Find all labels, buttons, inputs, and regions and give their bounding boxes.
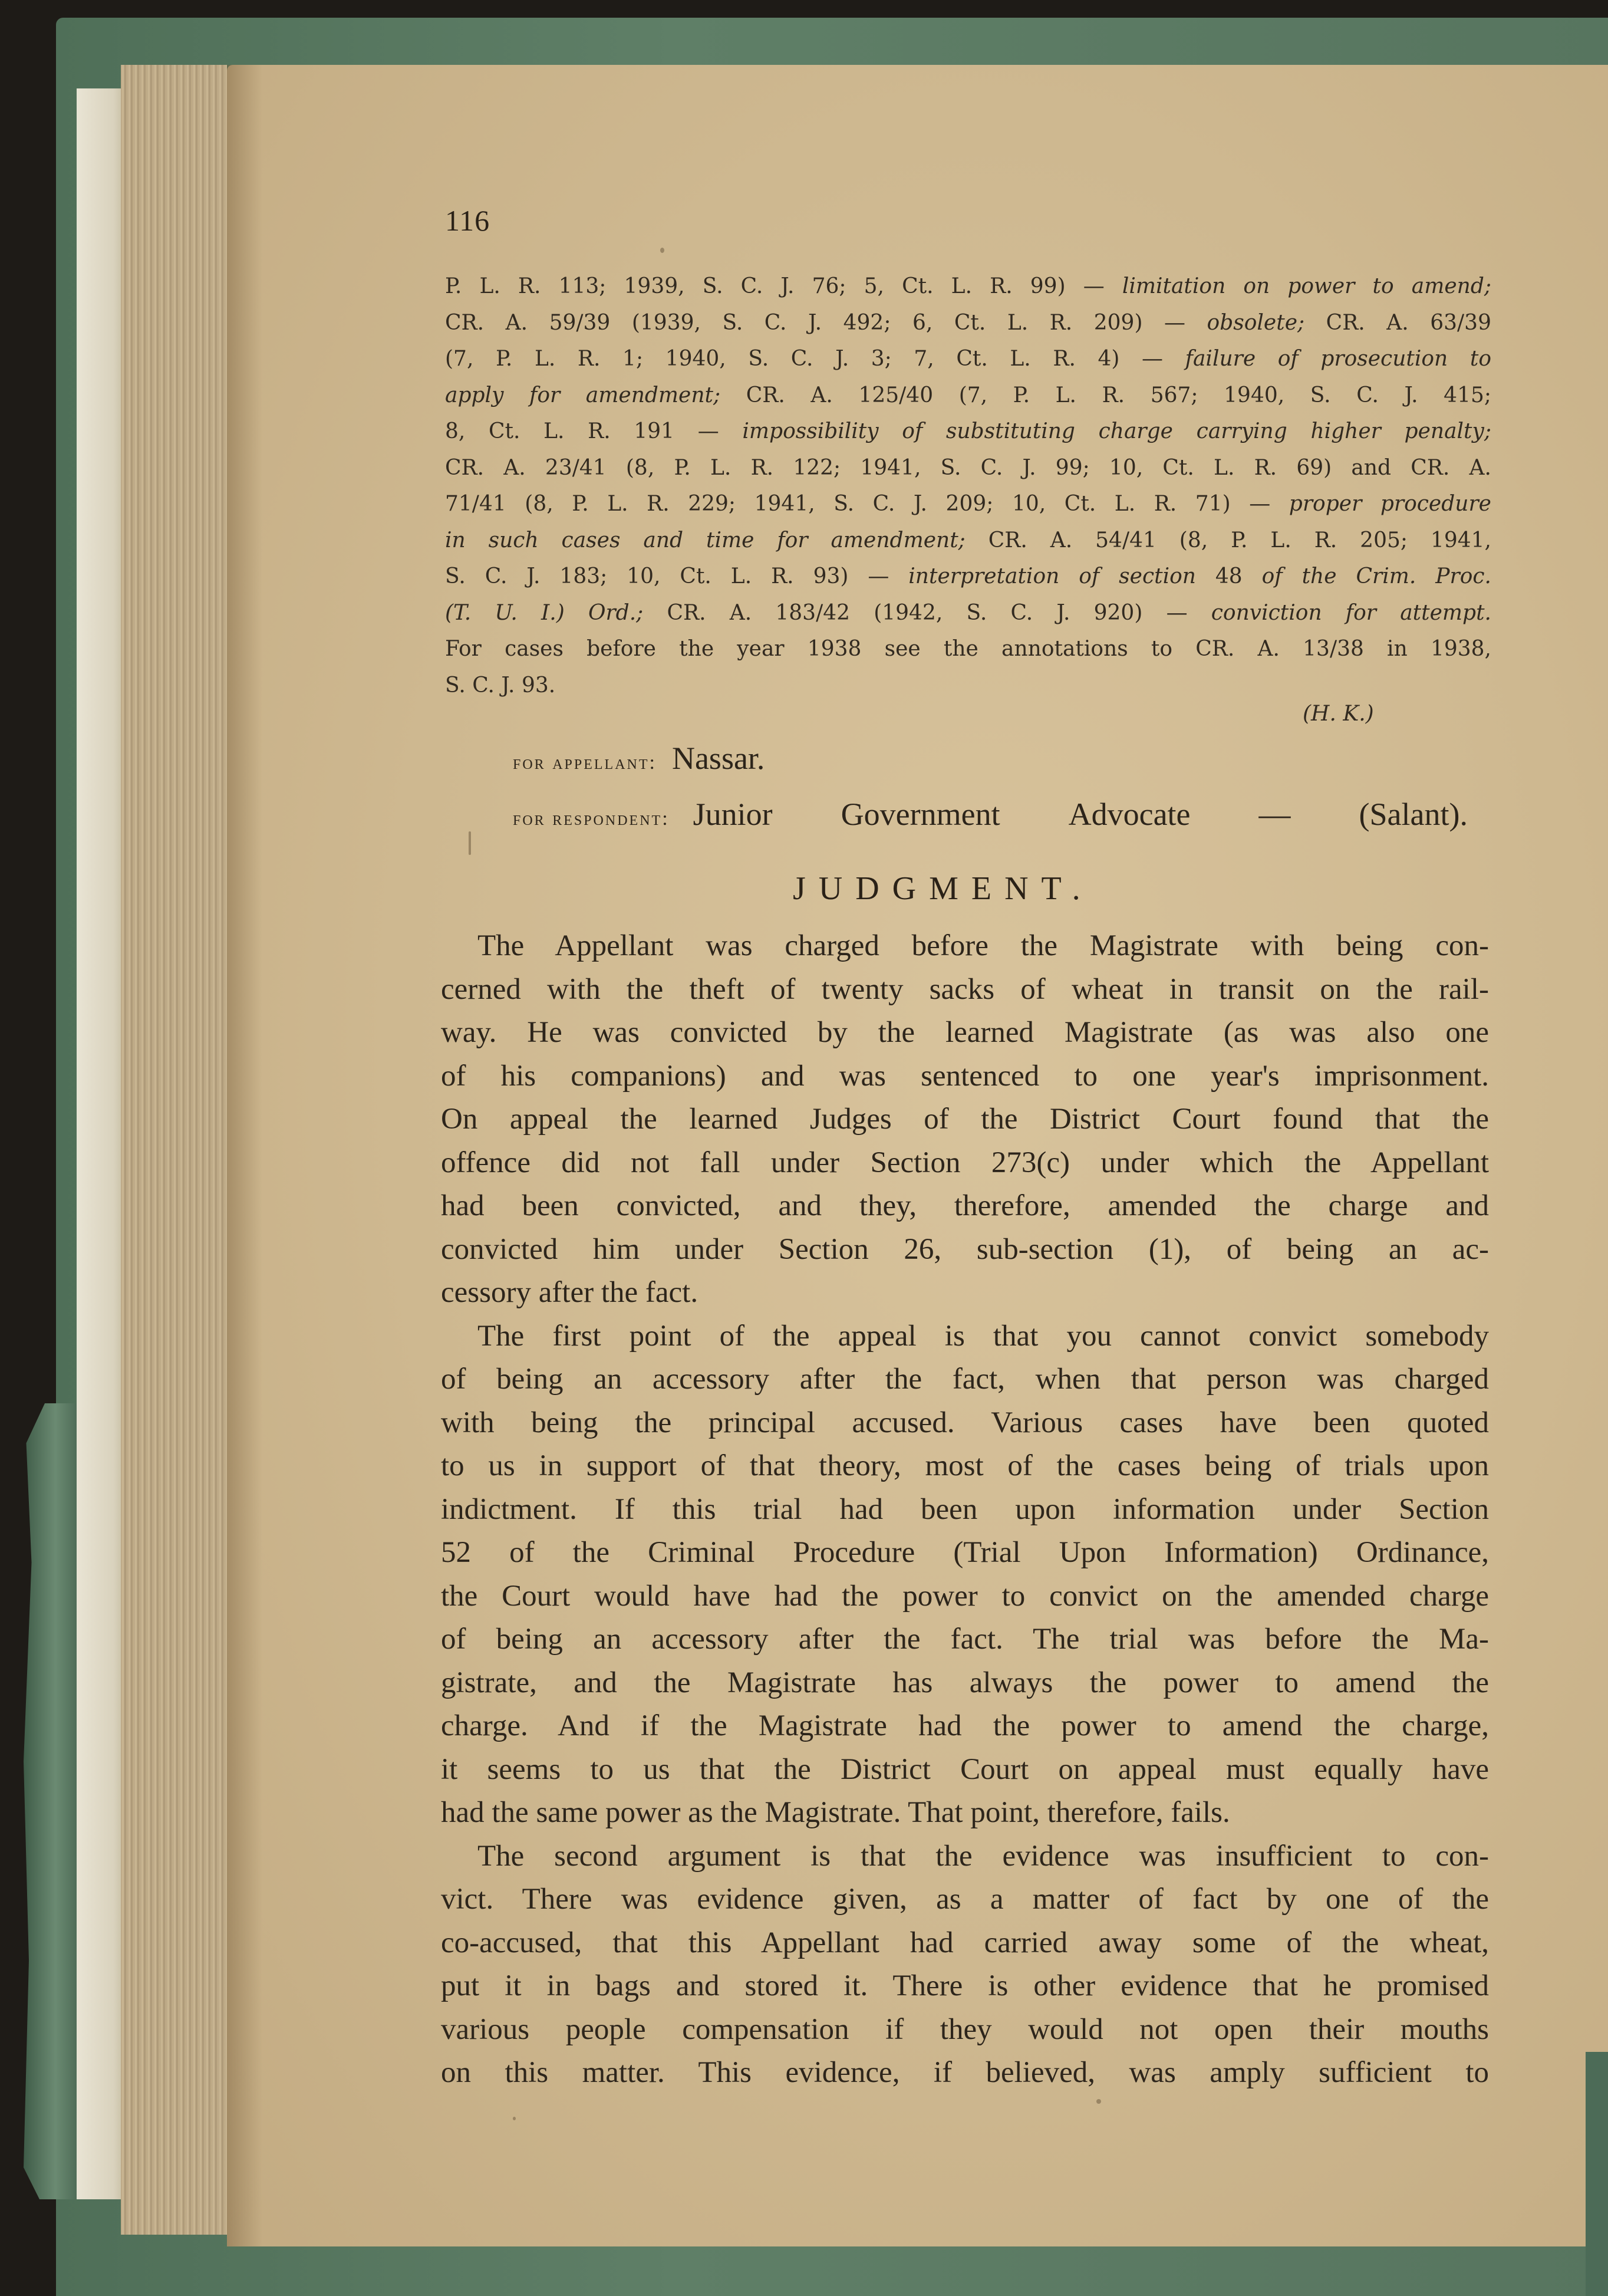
counsel-respondent bbox=[513, 796, 1468, 833]
body-line: charge. And if the Magistrate had the power to amend the charge, bbox=[441, 1709, 1489, 1742]
respondent-word: (Salant). bbox=[1359, 797, 1468, 832]
body-line: co-accused, that this Appellant had carried away some of the wheat, bbox=[441, 1926, 1489, 1959]
body-line: way. He was convicted by the learned Magistrate (as was also one bbox=[441, 1016, 1489, 1049]
respondent-word: Junior bbox=[693, 797, 773, 832]
body-line: vict. There was evidence given, as a matter of fact by one of the bbox=[441, 1883, 1489, 1916]
respondent-word: Advocate bbox=[1068, 797, 1191, 832]
respondent-counsel bbox=[693, 796, 1468, 833]
body-line: the Court would have had the power to convict on the amended charge bbox=[441, 1579, 1489, 1613]
respondent-word: — bbox=[1258, 797, 1291, 832]
body-line: gistrate, and the Magistrate has always the power to amend the bbox=[441, 1666, 1489, 1699]
body-line: of being an accessory after the fact. The trial was before the Ma- bbox=[441, 1623, 1489, 1656]
body-line: on this matter. This evidence, if believed, was amply sufficient to bbox=[441, 2056, 1489, 2089]
annotation-line: apply for amendment; CR. A. 125/40 (7, P. L. R. 567; 1940, S. C. J. 415; bbox=[445, 383, 1492, 407]
respondent-word: Government bbox=[841, 797, 1000, 832]
page-number: 116 bbox=[445, 204, 490, 237]
annotation-line: (T. U. I.) Ord.; CR. A. 183/42 (1942, S. C. J. 920) — conviction for attempt. bbox=[445, 600, 1491, 625]
annotator-initials: (H. K.) bbox=[1303, 702, 1374, 726]
body-line: of his companions) and was sentenced to one year's imprisonment. bbox=[441, 1059, 1489, 1093]
judgment-body bbox=[441, 925, 1489, 2095]
respondent-label: for respondent: bbox=[513, 808, 670, 830]
annotation-line: (7, P. L. R. 1; 1940, S. C. J. 3; 7, Ct. L. R. 4) — failure of prosecution to bbox=[445, 347, 1491, 371]
page-stack-edges bbox=[121, 65, 227, 2235]
body-line: convicted him under Section 26, sub-section (1), of being an ac- bbox=[441, 1232, 1489, 1266]
annotation-line: For cases before the year 1938 see the annotations to CR. A. 13/38 in 1938, bbox=[445, 637, 1491, 661]
body-line: had the same power as the Magistrate. That point, therefore, fails. bbox=[441, 1796, 1230, 1829]
cover-corner bbox=[1586, 2052, 1608, 2296]
annotation-line: 71/41 (8, P. L. R. 229; 1941, S. C. J. 209; 10, Ct. L. R. 71) — proper procedure bbox=[445, 492, 1491, 516]
paper-fleck bbox=[1096, 2099, 1101, 2104]
paper-mark bbox=[469, 831, 471, 855]
body-line: of being an accessory after the fact, when that person was charged bbox=[441, 1363, 1489, 1396]
body-line: offence did not fall under Section 273(c) under which the Appellant bbox=[441, 1146, 1489, 1179]
body-line: put it in bags and stored it. There is other evidence that he promised bbox=[441, 1969, 1489, 2002]
body-line: The Appellant was charged before the Magistrate with being con- bbox=[477, 929, 1489, 962]
annotation-line: 8, Ct. L. R. 191 — impossibility of substituting charge carrying higher penalty; bbox=[445, 419, 1491, 443]
body-line: The second argument is that the evidence was insufficient to con- bbox=[477, 1839, 1489, 1873]
body-line: to us in support of that theory, most of the cases being of trials upon bbox=[441, 1449, 1489, 1482]
annotation-line: CR. A. 59/39 (1939, S. C. J. 492; 6, Ct. L. R. 209) — obsolete; CR. A. 63/39 bbox=[445, 310, 1491, 335]
paper-fleck bbox=[660, 248, 664, 253]
body-line: indictment. If this trial had been upon information under Section bbox=[441, 1492, 1489, 1526]
body-line: had been convicted, and they, therefore, amended the charge and bbox=[441, 1189, 1489, 1222]
appellant-label: for appellant: bbox=[513, 752, 657, 774]
counsel-appellant bbox=[513, 740, 765, 777]
body-line: cessory after the fact. bbox=[441, 1276, 698, 1309]
annotation-line: CR. A. 23/41 (8, P. L. R. 122; 1941, S. C. J. 99; 10, Ct. L. R. 69) and CR. A. bbox=[445, 455, 1491, 480]
frayed-cover-edge bbox=[24, 1403, 77, 2199]
case-annotations bbox=[445, 268, 1491, 703]
annotation-line: S. C. J. 93. bbox=[445, 673, 556, 698]
body-line: with being the principal accused. Various cases have been quoted bbox=[441, 1406, 1489, 1439]
body-line: On appeal the learned Judges of the District Court found that the bbox=[441, 1103, 1489, 1136]
annotation-line: S. C. J. 183; 10, Ct. L. R. 93) — interpretation of section 48 of the Crim. Proc. bbox=[445, 564, 1491, 588]
paper-fleck bbox=[513, 2117, 516, 2120]
body-line: cerned with the theft of twenty sacks of wheat in transit on the rail- bbox=[441, 972, 1489, 1006]
judgment-heading: JUDGMENT. bbox=[793, 870, 1093, 907]
body-line: various people compensation if they would not open their mouths bbox=[441, 2012, 1489, 2046]
page-gutter-shadow bbox=[227, 65, 262, 2246]
appellant-counsel-name: Nassar. bbox=[671, 741, 765, 776]
annotation-line: in such cases and time for amendment; CR. A. 54/41 (8, P. L. R. 205; 1941, bbox=[445, 528, 1491, 552]
body-line: it seems to us that the District Court on appeal must equally have bbox=[441, 1752, 1489, 1786]
body-line: The first point of the appeal is that you cannot convict somebody bbox=[477, 1319, 1489, 1353]
annotation-line: P. L. R. 113; 1939, S. C. J. 76; 5, Ct. L. R. 99) — limitation on power to amend; bbox=[445, 274, 1492, 298]
body-line: 52 of the Criminal Procedure (Trial Upon Information) Ordinance, bbox=[441, 1536, 1489, 1569]
